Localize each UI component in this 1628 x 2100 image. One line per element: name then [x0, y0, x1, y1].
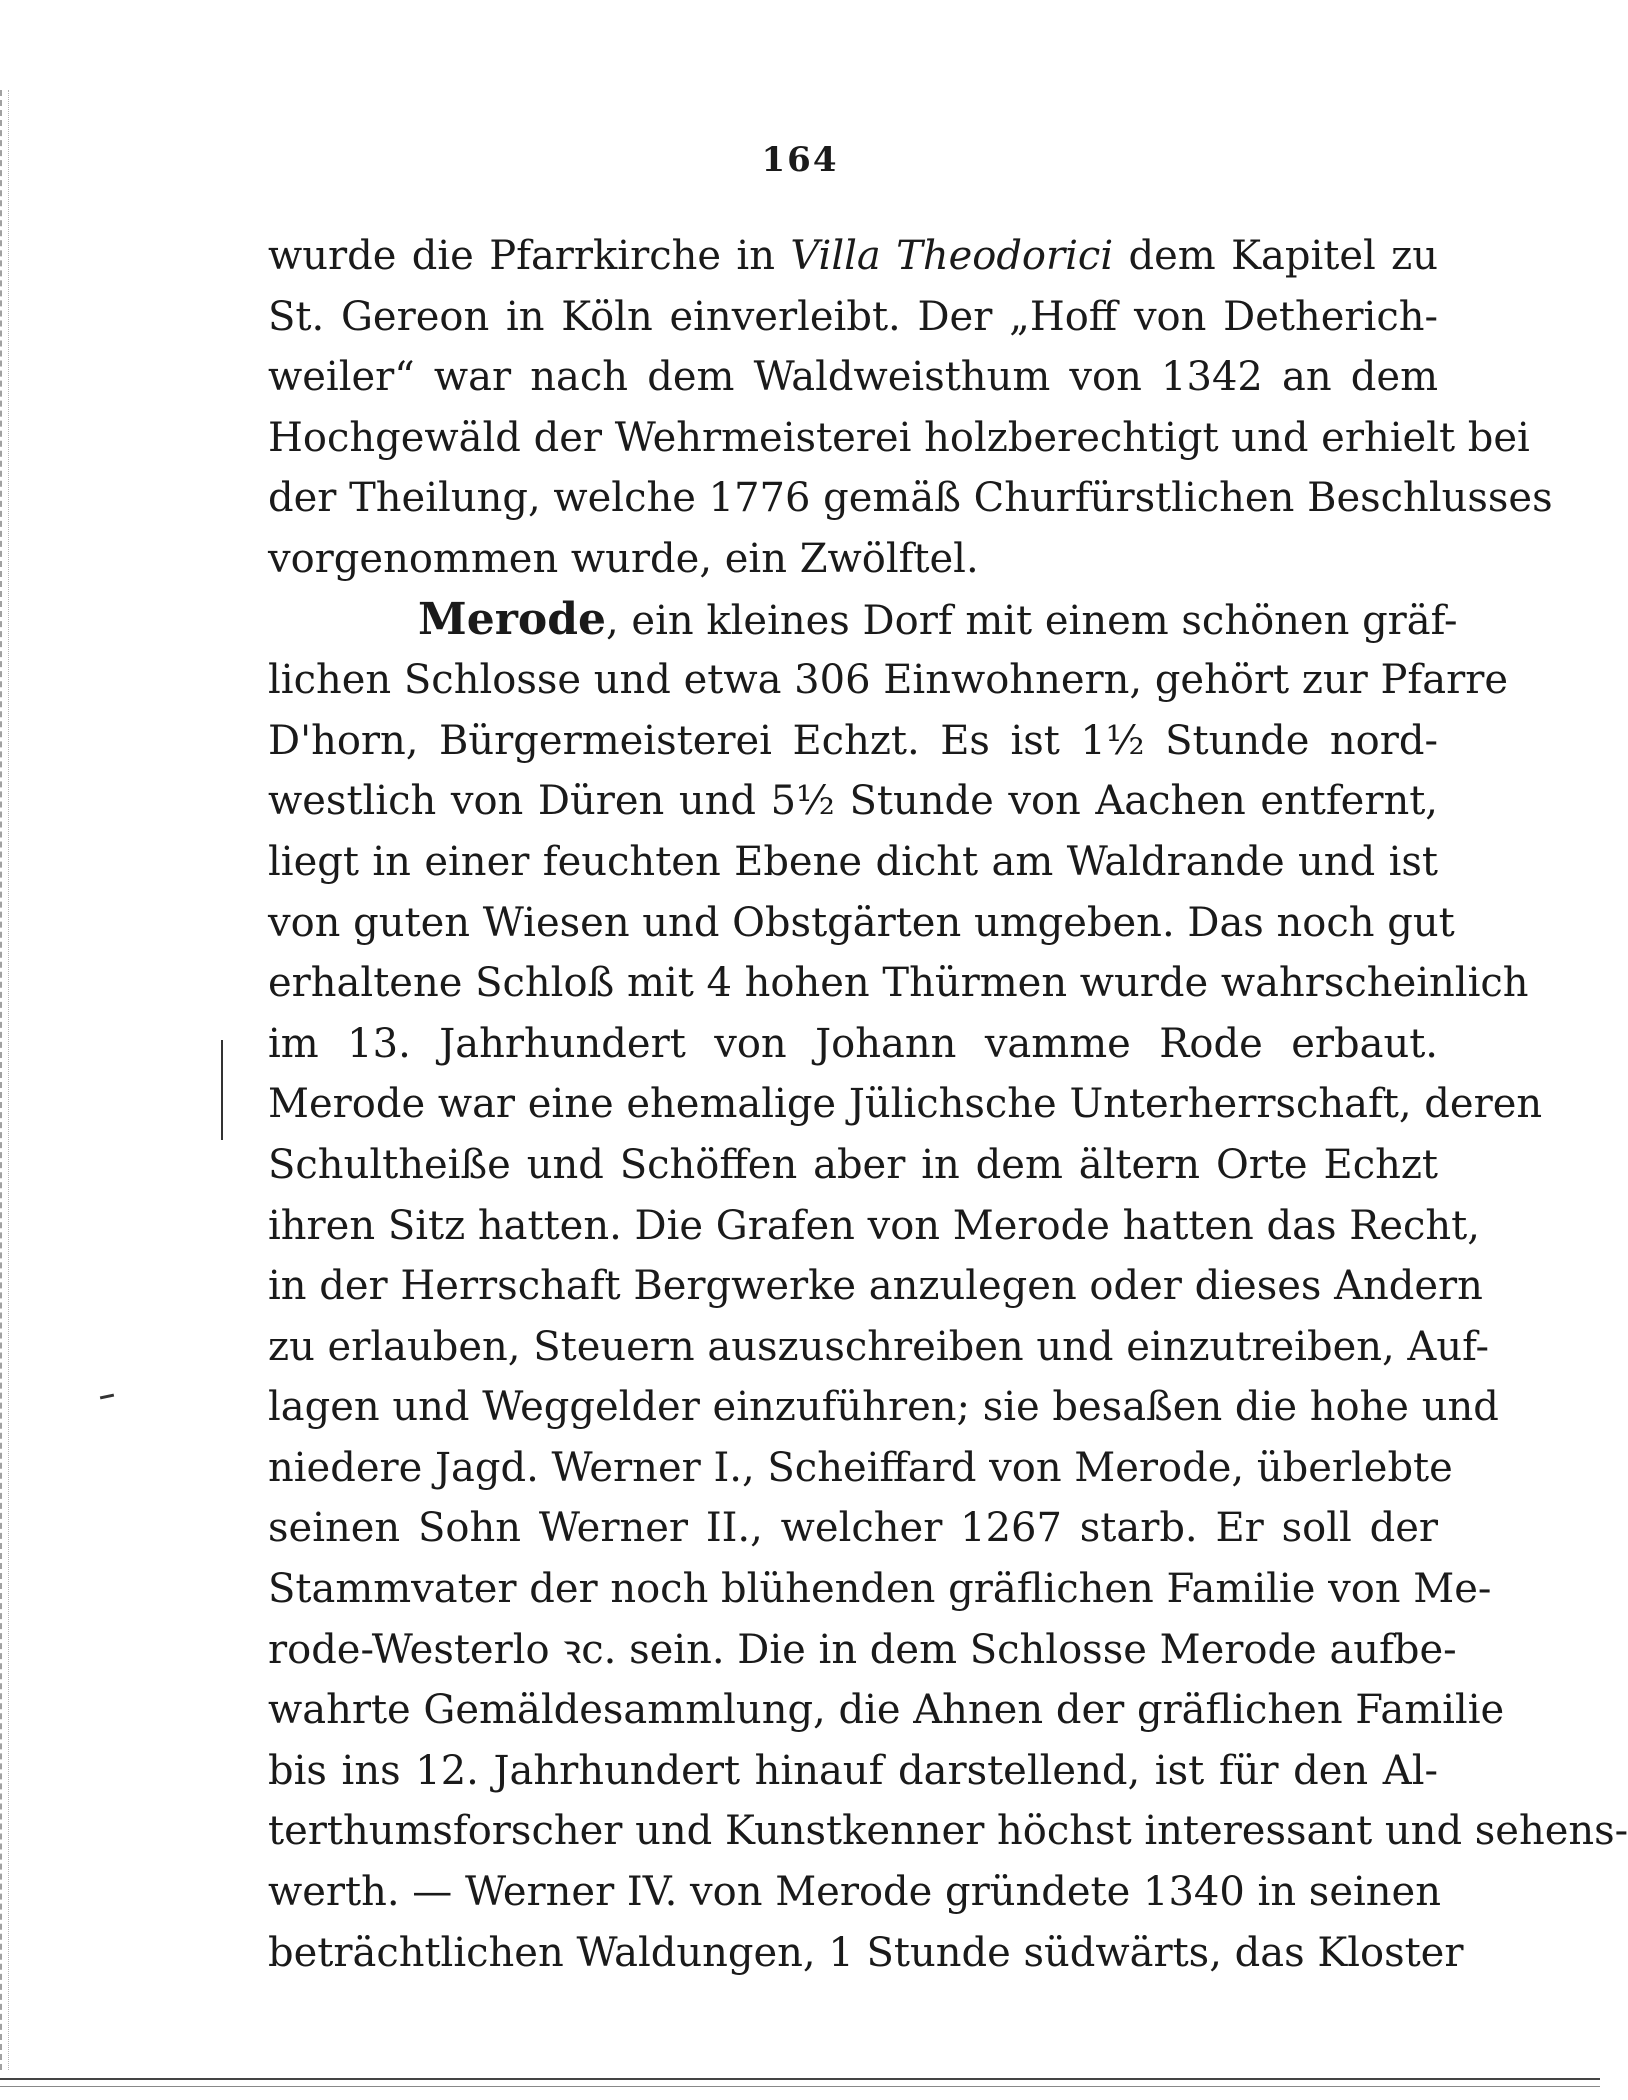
body-text: [268, 226, 1628, 1983]
text-line-10: westlich von Düren und 5½ Stunde von Aachen entfernt,: [268, 778, 1438, 825]
text-line-4: Hochgewäld der Wehrmeisterei holzberechtigt und erhielt bei: [268, 414, 1530, 461]
text-line-17: ihren Sitz hatten. Die Grafen von Merode hatten das Recht,: [268, 1202, 1480, 1249]
text-line-28: werth. — Werner IV. von Merode gründete 1340 in seinen: [268, 1869, 1441, 1916]
margin-pencil-mark: [221, 1040, 223, 1140]
text-line-15: Merode war eine ehemalige Jülichsche Unterherrschaft, deren: [268, 1081, 1543, 1128]
text-line-11: liegt in einer feuchten Ebene dicht am Waldrande und ist: [268, 838, 1438, 885]
scan-bottom-edge: [0, 2078, 1600, 2080]
text-line-16: Schultheiße und Schöffen aber in dem ältern Orte Echzt: [268, 1141, 1438, 1188]
scan-edge-artifact: [0, 90, 16, 2070]
scan-bottom-edge-shadow: [0, 2086, 1600, 2087]
text-line-23: Stammvater der noch blühenden gräflichen Familie von Me-: [268, 1566, 1492, 1613]
text-line-29: beträchtlichen Waldungen, 1 Stunde südwärts, das Kloster: [268, 1929, 1464, 1976]
text-line-14: im 13. Jahrhundert von Johann vamme Rode erbaut.: [268, 1020, 1438, 1067]
text-line-5: der Theilung, welche 1776 gemäß Churfürstlichen Beschlusses: [268, 475, 1553, 522]
text-line-21: niedere Jagd. Werner I., Scheiffard von Merode, überlebte: [268, 1444, 1453, 1491]
text-line-7: Merode, ein kleines Dorf mit einem schönen gräf-: [418, 593, 1458, 645]
text-line-27: terthumsforscher und Kunstkenner höchst interessant und sehens-: [268, 1808, 1628, 1855]
text-line-6: vorgenommen wurde, ein Zwölftel.: [268, 535, 979, 582]
text-line-19: zu erlauben, Steuern auszuschreiben und einzutreiben, Auf-: [268, 1323, 1489, 1370]
text-line-8: lichen Schlosse und etwa 306 Einwohnern, gehört zur Pfarre: [268, 657, 1508, 704]
entry-headword: Merode: [418, 593, 606, 645]
text-line-24: rode-Westerlo ꝛc. sein. Die in dem Schlosse Merode aufbe-: [268, 1626, 1457, 1673]
text-line-9: D'horn, Bürgermeisterei Echzt. Es ist 1½ Stunde nord-: [268, 717, 1438, 764]
latin-place-name: Villa Theodorici: [790, 233, 1114, 279]
text-line-22: seinen Sohn Werner II., welcher 1267 starb. Er soll der: [268, 1505, 1438, 1552]
text-line-12: von guten Wiesen und Obstgärten umgeben. Das noch gut: [268, 899, 1455, 946]
text-line-25: wahrte Gemäldesammlung, die Ahnen der gräflichen Familie: [268, 1687, 1505, 1734]
page-number: 164: [761, 140, 839, 180]
text-line-20: lagen und Weggelder einzuführen; sie besaßen die hohe und: [268, 1384, 1499, 1431]
text-line-3: weiler“ war nach dem Waldweisthum von 1342 an dem: [268, 354, 1438, 401]
text-line-13: erhaltene Schloß mit 4 hohen Thürmen wurde wahrscheinlich: [268, 960, 1529, 1007]
text-line-18: in der Herrschaft Bergwerke anzulegen oder dieses Andern: [268, 1263, 1483, 1310]
text-line-2: St. Gereon in Köln einverleibt. Der „Hoff von Detherich-: [268, 293, 1438, 340]
text-line-1: wurde die Pfarrkirche in Villa Theodorici dem Kapitel zu: [268, 233, 1438, 279]
margin-ink-mark: [100, 1394, 114, 1400]
text-line-26: bis ins 12. Jahrhundert hinauf darstellend, ist für den Al-: [268, 1747, 1438, 1794]
